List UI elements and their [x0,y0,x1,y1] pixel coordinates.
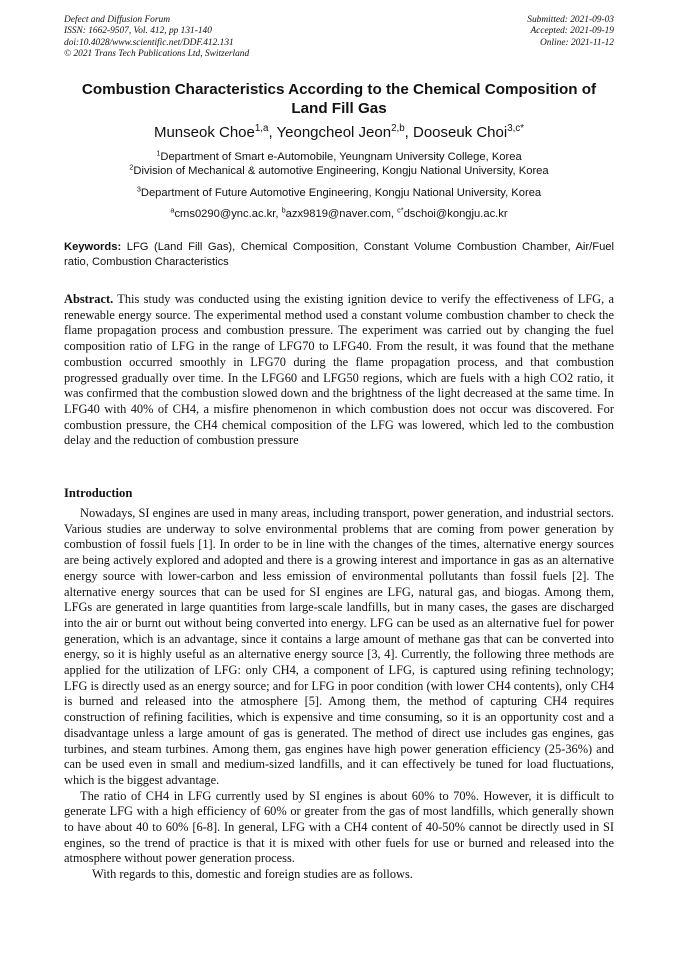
email-separator: , [275,208,282,220]
introduction-body [64,506,614,883]
doi-line[interactable]: doi:10.4028/www.scientific.net/DDF.412.131 [64,37,234,48]
abstract-text: This study was conducted using the existing ignition device to verify the effectiveness of LFG, a renewable energy source. The experimental method used a constant volume combustion chamber to check the flame propagation process and combustion pressure. The experiment was carried out by changing the fuel composition ratio of LFG in the range of LFG70 to LFG40. From the result, it was found that the methane combustion occurred smoothly in LFG70 during the flame propagation process, and that combustion progressed gradually over time. In the LFG60 and LFG50 regions, which are fuels with a high CO2 ratio, it was confirmed that the combustion slowed down and the brightness of the light decreased at the same time. In LFG40 with 40% of CH4, a misfire phenomenon in which combustion does not occur was discovered. For combustion pressure, the CH4 chemical composition of the LFG was lowered, which led to the combustion delay and the reduction of combustion pressure [64,292,614,448]
email-separator: , [390,208,398,220]
author-separator: , [268,124,277,141]
keywords-block [64,240,614,269]
copyright-line: © 2021 Trans Tech Publications Ltd, Switzerland [64,49,250,60]
paragraph: Nowadays, SI engines are used in many areas, including transport, power generation, and industrial sectors. Various studies are underway to solve environmental problems that are coming from power generation by combustion of fossil fuels [1]. In order to be in line with the changes of the times, alternative energy sources are being actively explored and adopted and there is a growing interest and importance in gas as an alternative energy source with lower-carbon and less emission of environmental pollutants than fossil fuels [2]. The alternative energy sources that can be used for SI engines are LFG, natural gas, and biogas. Among them, LFGs are generated in large quantities from large-scale landfills, but in many cases, the gases are discharged into the air or burnt out without being converted into energy. LFG can be used as an alternative fuel for power generation, which is an advantage, since it contains a large amount of methane gas that can be converted into energy, so it is highly useful as an alternative energy source [3, 4]. Currently, the following three methods are applied for the utilization of LFG: only CH4, a component of LFG, is captured using refining technology; LFG is directly used as an energy source; and for LFG in poor condition (with lower CH4 contents), only CH4 is burned and released into the atmosphere [5]. Among them, the method of capturing CH4 requires construction of refining facilities, which is expensive and time consuming, so it is an opportunity cost and a disadvantage unless a large amount of gas is generated. The method of direct use includes gas engines, gas turbines, and steam turbines. Among them, gas engines have high power generation efficiency (25-36%) and can be used even in small and medium-sized landfills, and it can effectively be tuned for load fluctuations, which is the biggest advantage. [64,506,614,787]
submitted-date: Submitted: 2021-09-03 [527,15,614,25]
introduction-heading: Introduction [64,486,133,500]
email-link[interactable]: dschoi@kongju.ac.kr [403,208,508,220]
accepted-date: Accepted: 2021-09-19 [530,26,614,37]
author-name: Yeongcheol Jeon [276,124,392,141]
keywords-text: LFG (Land Fill Gas), Chemical Composition, Constant Volume Combustion Chamber, Air/Fuel ratio, Combustion Characteristics [64,241,614,268]
affiliation-text: Division of Mechanical & automotive Engineering, Kongju National University, Korea [133,165,549,177]
author-affil-marker: 1,a [254,123,269,134]
journal-name: Defect and Diffusion Forum [64,15,170,25]
author-affil-marker: 2,b [391,123,405,134]
affiliation-3 [40,186,638,201]
author-list [40,124,638,142]
affiliation-marker: 1 [156,148,161,158]
title-line-2: Land Fill Gas [291,100,387,117]
affiliation-text: Department of Smart e-Automobile, Yeungnam University College, Korea [160,151,522,163]
author-separator: , [404,124,413,141]
email-link[interactable]: cms0290@ync.ac.kr [174,208,276,220]
journal-header-right [527,15,614,49]
affiliation-2 [40,164,638,179]
author-affil-marker: 3,c* [507,123,525,134]
affiliation-marker: 2 [129,162,134,172]
email-marker: b [281,205,286,215]
email-list [40,207,638,222]
abstract-label: Abstract. [64,292,114,306]
author-name: Munseok Choe [153,124,255,141]
email-marker: a [170,205,175,215]
email-marker: c* [397,205,404,215]
paper-title [40,80,638,118]
online-date: Online: 2021-11-12 [539,37,614,48]
paragraph: With regards to this, domestic and foreign studies are as follows. [92,867,413,882]
paragraph: The ratio of CH4 in LFG currently used by SI engines is about 60% to 70%. However, it is difficult to generate LFG with a high efficiency of 60% or greater from the gas of most landfills, which generally shown to have about 40 to 60% [6-8]. In general, LFG with a CH4 content of 40-50% cannot be directly used in SI engines, so the trend of practice is that it is mixed with other fuels for use or burned and released into the atmosphere without power generation process. [64,788,614,866]
affiliation-marker: 3 [136,184,141,194]
journal-header-left [64,15,249,61]
keywords-label: Keywords: [64,241,122,253]
email-link[interactable]: azx9819@naver.com [285,208,391,220]
author-name: Dooseuk Choi [412,124,508,141]
issn-line: ISSN: 1662-9507, Vol. 412, pp 131-140 [64,26,212,37]
affiliation-text: Department of Future Automotive Engineering, Kongju National University, Korea [140,187,542,199]
title-line-1: Combustion Characteristics According to the Chemical Composition of [81,81,597,98]
abstract-block [64,292,614,449]
